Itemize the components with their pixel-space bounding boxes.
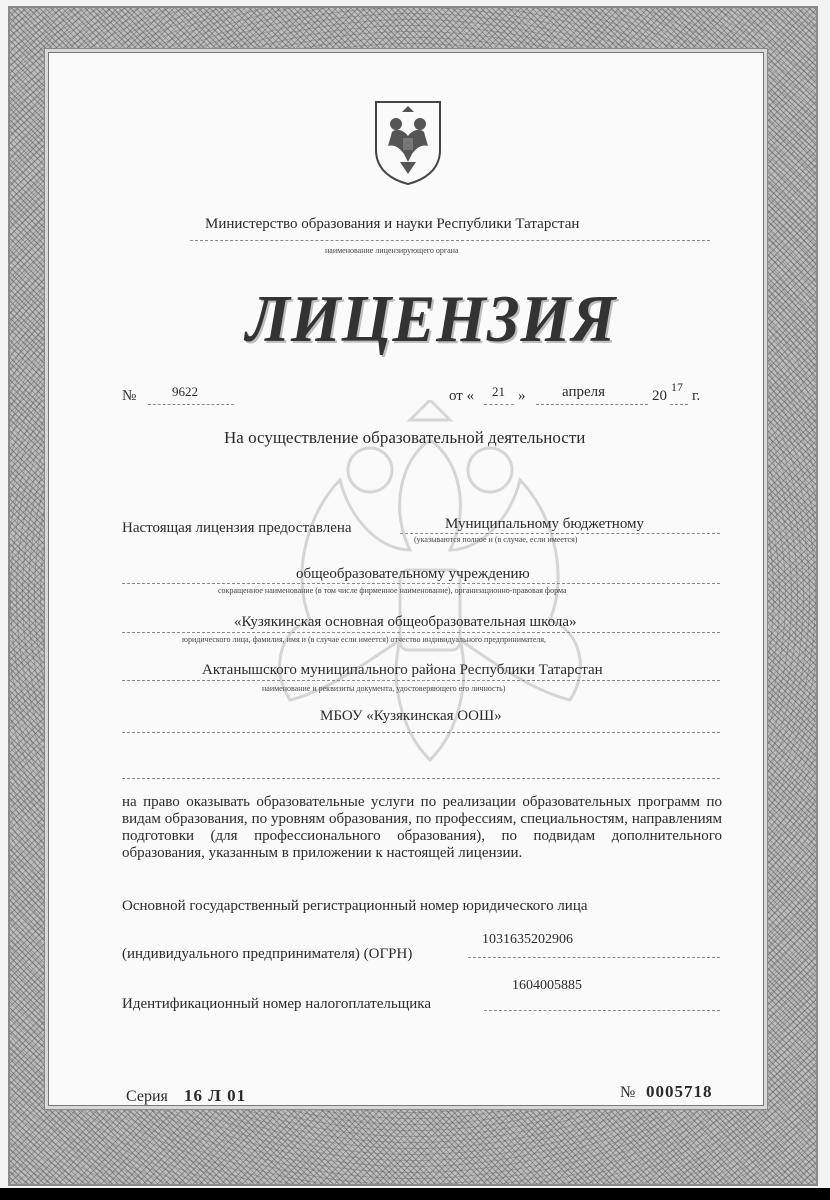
- granted-to-label: Настоящая лицензия предоставлена: [122, 520, 352, 536]
- date-from-label: от «: [449, 388, 475, 404]
- licensee-line-5: МБОУ «Кузякинская ООШ»: [320, 708, 502, 724]
- underline: [148, 404, 234, 405]
- coat-of-arms-icon: [372, 98, 444, 186]
- date-year-unit: г.: [692, 388, 701, 404]
- document-title: ЛИЦЕНЗИЯ: [246, 281, 617, 356]
- licensee-caption-3: юридического лица, фамилия, имя и (в случае если имеется) отчество индивидуального предпринимателя,: [182, 635, 547, 644]
- underline: [190, 240, 710, 241]
- inn-label: Идентификационный номер налогоплательщика: [122, 996, 432, 1012]
- form-number-label: №: [620, 1084, 636, 1101]
- license-number: 9622: [172, 384, 198, 399]
- form-number-text: 0005718: [646, 1082, 713, 1101]
- date-day: 21: [492, 384, 505, 399]
- underline: [468, 957, 720, 958]
- license-purpose: На осуществление образовательной деятельности: [224, 428, 586, 447]
- underline: [122, 778, 720, 779]
- licensee-caption-1: (указываются полное и (в случае, если имеется): [414, 535, 578, 544]
- series-value: [184, 1086, 246, 1106]
- underline: [484, 404, 514, 405]
- underline: [484, 1010, 720, 1011]
- series-value-text: 16 Л 01: [184, 1086, 247, 1105]
- ogrn-value: 1031635202906: [482, 932, 573, 947]
- licensing-authority-caption: наименование лицензирующего органа: [325, 246, 459, 255]
- license-number-label: №: [122, 388, 137, 404]
- licensee-line-1: Муниципальному бюджетному: [445, 516, 645, 532]
- underline: [122, 632, 720, 633]
- date-month: апреля: [562, 384, 606, 400]
- date-year-suffix: 17: [671, 380, 683, 394]
- date-year-prefix: 20: [652, 388, 667, 404]
- licensee-line-4: Актанышского муниципального района Республики Татарстан: [202, 662, 603, 678]
- form-number-value: [646, 1082, 713, 1102]
- licensee-caption-4: наименование и реквизиты документа, удостоверяющего его личность): [262, 684, 506, 693]
- ogrn-label-line-1: Основной государственный регистрационный номер юридического лица: [122, 898, 588, 914]
- license-scope-paragraph: на право оказывать образовательные услуги по реализации образовательных программ по видам образования, по уровням образования, по профессиям, специальностям, направлениям подготовки (для профессионального образования), по подвидам дополнительного образования, указанным в приложении к настоящей лицензии.: [122, 794, 722, 861]
- licensee-caption-2: сокращенное наименование (в том числе фирменное наименование), организационно-правовая форма: [218, 586, 567, 595]
- underline: [536, 404, 648, 405]
- underline: [400, 533, 720, 534]
- underline: [122, 732, 720, 733]
- inn-value: 1604005885: [512, 978, 582, 993]
- underline: [122, 583, 720, 584]
- licensing-authority: Министерство образования и науки Республики Татарстан: [205, 216, 580, 232]
- series-label: Серия: [126, 1088, 168, 1105]
- licensee-line-3: «Кузякинская основная общеобразовательная школа»: [234, 614, 577, 630]
- underline: [670, 404, 688, 405]
- underline: [122, 680, 720, 681]
- licensee-line-2: общеобразовательному учреждению: [296, 566, 530, 582]
- scan-edge: [0, 1188, 830, 1200]
- ogrn-label-line-2: (индивидуального предпринимателя) (ОГРН): [122, 946, 413, 962]
- date-day-close: »: [518, 388, 526, 404]
